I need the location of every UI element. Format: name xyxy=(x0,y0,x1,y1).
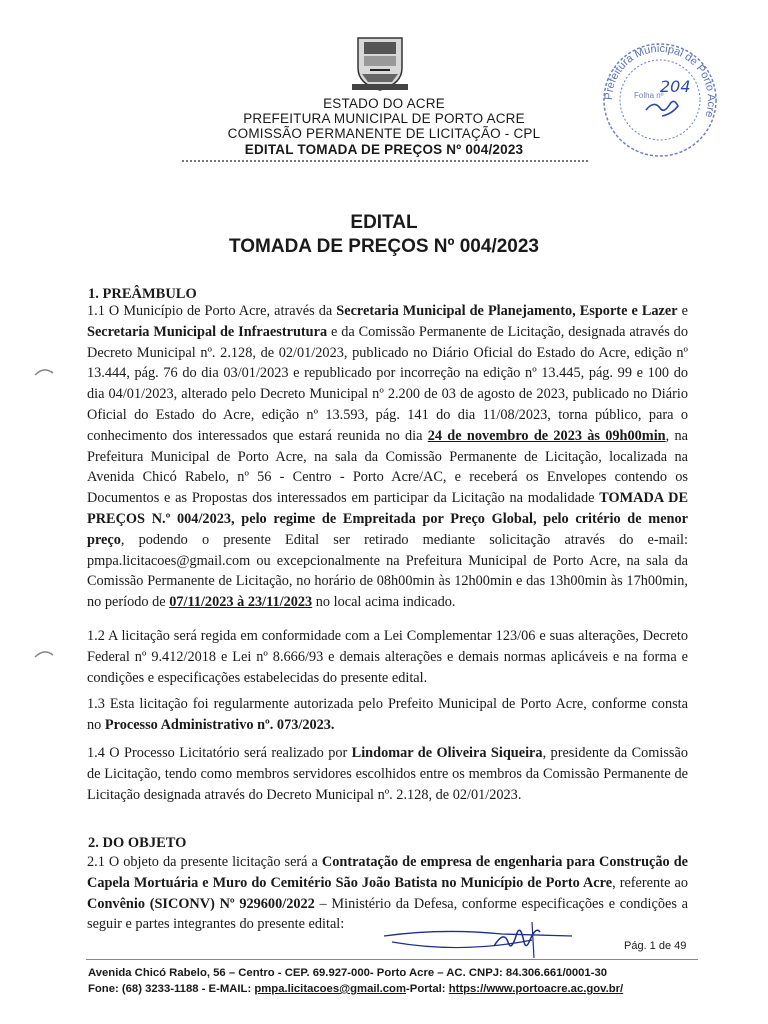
paragraph-1-4: 1.4 O Processo Licitatório será realizado por Lindomar de Oliveira Siqueira, presidente da Comissão de Licitação, tendo como membros servidores escolhidos entre os membros da Comissão Permanente de Licitação designada através do Decreto Municipal nº. 2.128, de 02/01/2023. xyxy=(87,745,688,803)
stamp-initials-scribble xyxy=(646,101,678,116)
header-edital-ref: EDITAL TOMADA DE PREÇOS Nº 004/2023 xyxy=(244,142,524,157)
header-state: ESTADO DO ACRE xyxy=(323,96,445,111)
signature-scribble xyxy=(382,918,582,964)
footer-email-link[interactable]: pmpa.licitacoes@gmail.com xyxy=(254,983,407,995)
footer-divider xyxy=(86,959,698,960)
header-divider xyxy=(182,160,588,162)
footer-contact: Fone: (68) 3233-1188 - E-MAIL: pmpa.licitacoes@gmail.com-Portal: https://www.portoacre.ac.gov.br/ xyxy=(88,983,624,995)
stamp-folha-label: Folha nº xyxy=(634,91,664,100)
stamp-folha-number: 204 xyxy=(660,77,691,96)
header-prefecture: PREFEITURA MUNICIPAL DE PORTO ACRE xyxy=(243,111,525,126)
folha-stamp xyxy=(600,40,720,160)
footer-address: Avenida Chicó Rabelo, 56 – Centro - CEP. 69.927-000- Porto Acre – AC. CNPJ: 84.306.661/0001-30 xyxy=(88,967,608,979)
punch-mark-upper xyxy=(34,366,54,376)
punch-mark-lower xyxy=(34,648,54,658)
paragraph-1-2: 1.2 A licitação será regida em conformidade com a Lei Complementar 123/06 e suas alterações, Decreto Federal nº 9.412/2018 e Lei nº 8.666/93 e demais alterações e demais normas aplicáveis e na forma e condições e especificações estabelecidas do presente edital. xyxy=(87,628,688,686)
document-title: EDITAL xyxy=(350,212,418,233)
page-number: Pág. 1 de 49 xyxy=(624,940,687,952)
section-heading-preambulo: 1. PREÂMBULO xyxy=(88,286,197,302)
document-subtitle: TOMADA DE PREÇOS Nº 004/2023 xyxy=(229,236,539,257)
paragraph-1-3: 1.3 Esta licitação foi regularmente autorizada pelo Prefeito Municipal de Porto Acre, conforme consta no Processo Administrativo nº. 073/2023. xyxy=(87,696,688,733)
stamp-ring-text: Prefeitura Municipal de Porto Acre xyxy=(602,42,718,119)
paragraph-1-1: 1.1 O Município de Porto Acre, através da Secretaria Municipal de Planejamento, Esporte e Lazer e Secretaria Municipal de Infraestrutura e da Comissão Permanente de Licitação, designada através do Decreto Municipal nº. 2.128, de 02/01/2023, publicado no Diário Oficial do Estado do Acre, edição nº 13.444, pág. 76 do dia 03/01/2023 e republicado por incorreção na edição nº 13.445, pág. 99 e 100 do dia 04/01/2023, alterado pelo Decreto Municipal nº 2.200 de 03 de agosto de 2023, publicado no Diário Oficial do Estado do Acre, edição nº 13.593, pág. 141 do dia 11/08/2023, torna público, para o conhecimento dos interessados que estará reunida no dia 24 de novembro de 2023 às 09h00min, na Prefeitura Municipal de Porto Acre, na sala da Comissão Permanente de Licitação, localizada na Avenida Chicó Rabelo, nº 56 - Centro - Porto Acre/AC, e receberá os Envelopes contendo os Documentos e as Propostas dos interessados em participar da Licitação na modalidade TOMADA DE PREÇOS N.º 004/2023, pelo regime de Empreitada por Preço Global, pelo critério de menor preço, podendo o presente Edital ser retirado mediante solicitação através do e-mail: pmpa.licitacoes@gmail.com ou excepcionalmente na Prefeitura Municipal de Porto Acre, na sala da Comissão Permanente de Licitação, no horário de 08h00min às 12h00min e das 13h00min às 17h00min, no período de 07/11/2023 à 23/11/2023 no local acima indicado. xyxy=(87,303,689,611)
header-commission: COMISSÃO PERMANENTE DE LICITAÇÃO - CPL xyxy=(227,126,541,141)
section-heading-objeto: 2. DO OBJETO xyxy=(88,835,187,851)
coat-of-arms-emblem xyxy=(350,34,410,92)
paragraph-2-1: 2.1 O objeto da presente licitação será a Contratação de empresa de engenharia para Construção de Capela Mortuária e Muro do Cemitério São João Batista no Município de Porto Acre, referente ao Convênio (SICONV) Nº 929600/2022 – Ministério da Defesa, conforme especificações e condições a seguir e partes integrantes do presente edital: xyxy=(87,854,688,933)
footer-portal-link[interactable]: https://www.portoacre.ac.gov.br/ xyxy=(448,983,624,995)
